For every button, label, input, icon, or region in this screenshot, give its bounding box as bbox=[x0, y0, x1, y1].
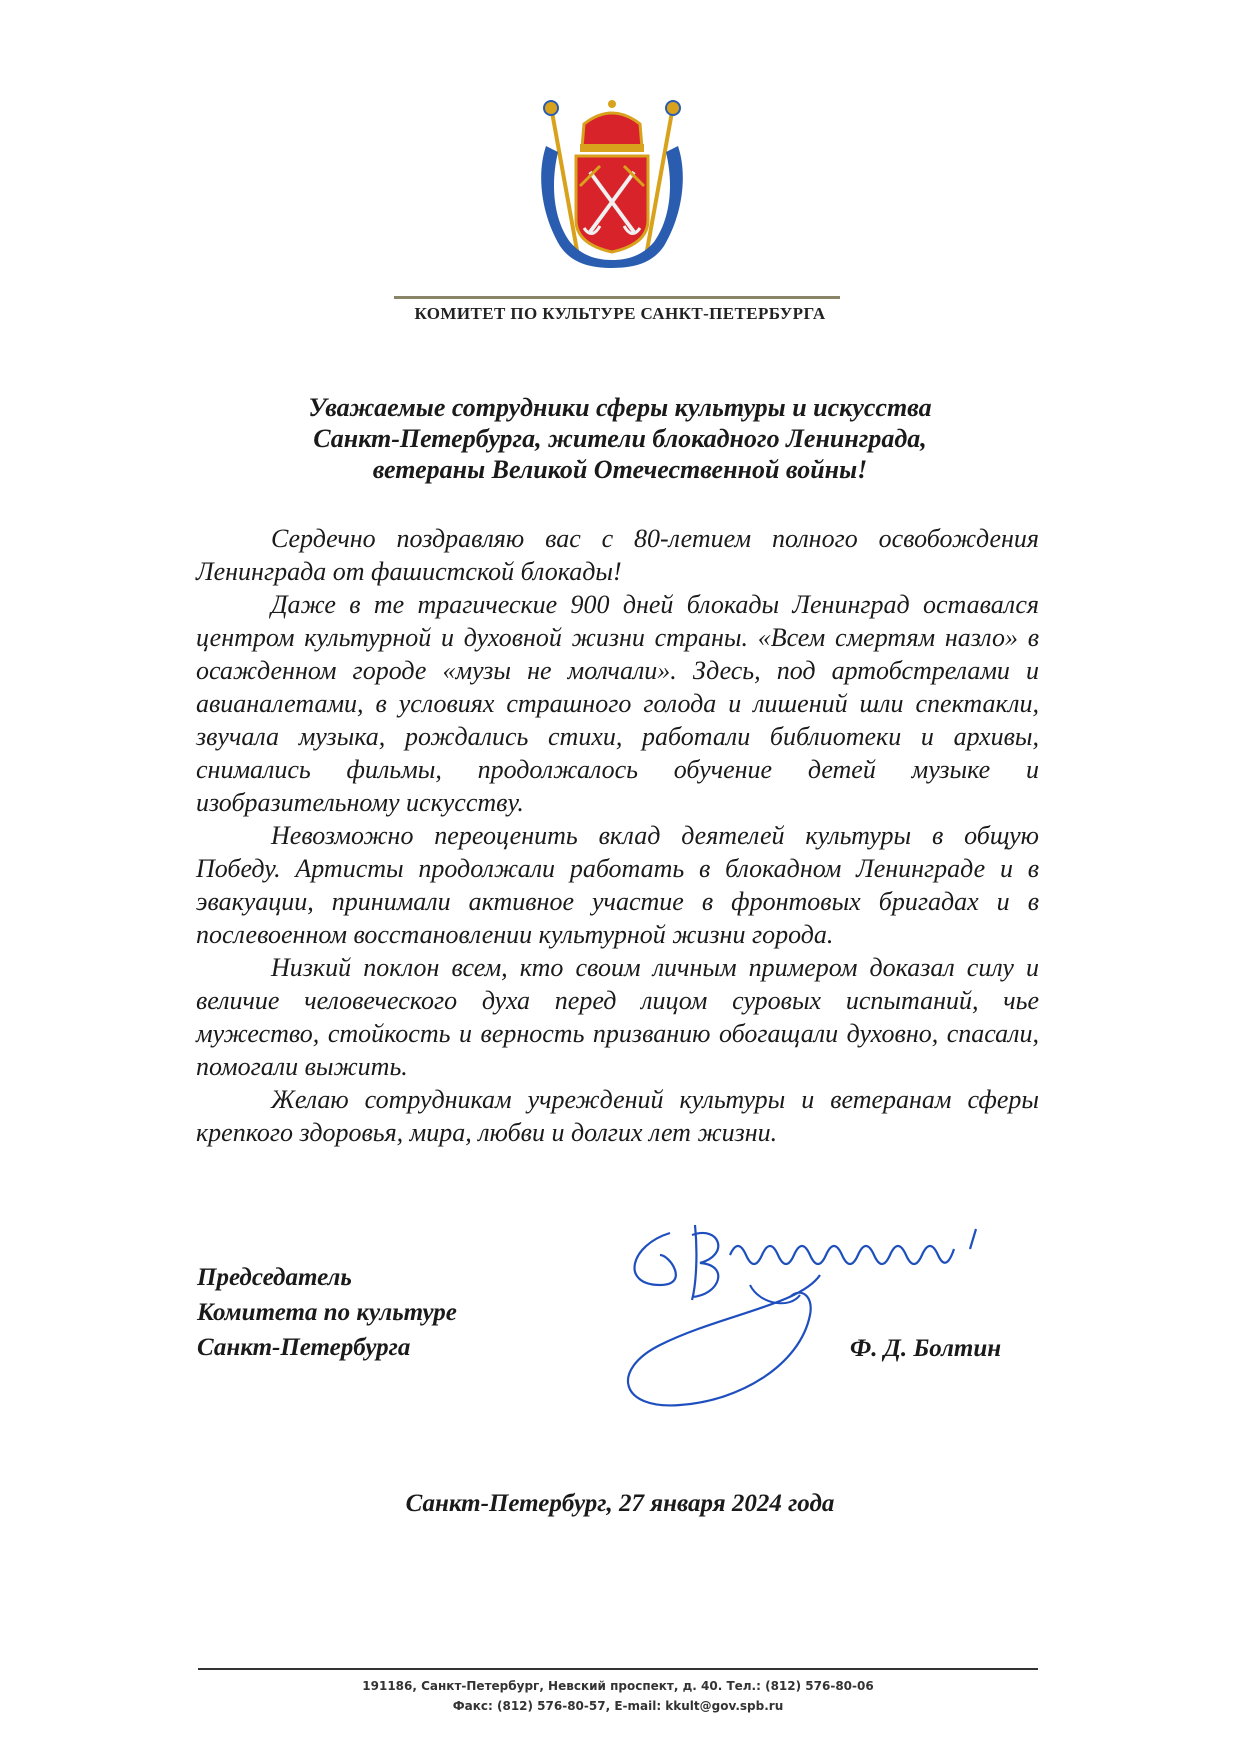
signatory-title-line: Председатель bbox=[197, 1264, 352, 1291]
footer-rule bbox=[198, 1668, 1038, 1670]
crown-cross bbox=[608, 100, 616, 108]
salutation-line: Санкт-Петербурга, жители блокадного Ленинграда, bbox=[313, 424, 927, 453]
signer-name: Ф. Д. Болтин bbox=[850, 1335, 1002, 1362]
footer-address-line: 191186, Санкт-Петербург, Невский проспект, д. 40. Тел.: (812) 576-80-06 bbox=[362, 1679, 874, 1693]
right-scepter-top bbox=[666, 101, 680, 115]
header-rule bbox=[394, 296, 840, 299]
signatory-title-line: Комитета по культуре bbox=[197, 1299, 457, 1326]
body-paragraph: Сердечно поздравляю вас с 80-летием полного освобождения Ленинграда от фашистской блокады! bbox=[196, 524, 1039, 586]
committee-name: КОМИТЕТ ПО КУЛЬТУРЕ САНКТ-ПЕТЕРБУРГА bbox=[414, 304, 826, 323]
body-paragraph: Желаю сотрудникам учреждений культуры и ветеранам сферы крепкого здоровья, мира, любви и долгих лет жизни. bbox=[196, 1085, 1039, 1147]
crown bbox=[582, 113, 642, 148]
footer-contact-line: Факс: (812) 576-80-57, E-mail: kkult@gov.spb.ru bbox=[452, 1699, 784, 1713]
body-paragraph: Низкий поклон всем, кто своим личным примером доказал силу и величие человеческого духа перед лицом суровых испытаний, чье мужество, стойкость и верность призванию обогащали духовно, спасали, помогали выжить. bbox=[196, 953, 1039, 1081]
letter-body bbox=[196, 522, 1039, 1149]
crown-band bbox=[580, 144, 644, 152]
body-paragraph: Невозможно переоценить вклад деятелей культуры в общую Победу. Артисты продолжали работать в блокадном Ленинграде и в эвакуации, принимали активное участие в фронтовых бригадах и в послевоенном восстановлении культурной жизни города. bbox=[196, 821, 1039, 949]
left-scepter-top bbox=[544, 101, 558, 115]
signatory-title-line: Санкт-Петербурга bbox=[197, 1334, 411, 1361]
salutation-line: Уважаемые сотрудники сферы культуры и искусства bbox=[308, 393, 932, 422]
handwritten-signature bbox=[600, 1205, 1020, 1425]
footer-address bbox=[198, 1676, 1038, 1716]
salutation bbox=[200, 392, 1040, 485]
signatory-title bbox=[197, 1260, 597, 1365]
place-and-date: Санкт-Петербург, 27 января 2024 года bbox=[405, 1490, 835, 1517]
body-paragraph: Даже в те трагические 900 дней блокады Ленинград оставался центром культурной и духовной жизни страны. «Всем смертям назло» в осажденном городе «музы не молчали». Здесь, под артобстрелами и авианалетами, в условиях страшного голода и лишений шли спектакли, звучала музыка, рождались стихи, работали библиотеки и архивы, снимались фильмы, продолжалось обучение детей музыке и изобразительному искусству. bbox=[196, 590, 1039, 817]
salutation-line: ветераны Великой Отечественной войны! bbox=[372, 455, 868, 484]
coat-of-arms-emblem bbox=[532, 96, 692, 276]
